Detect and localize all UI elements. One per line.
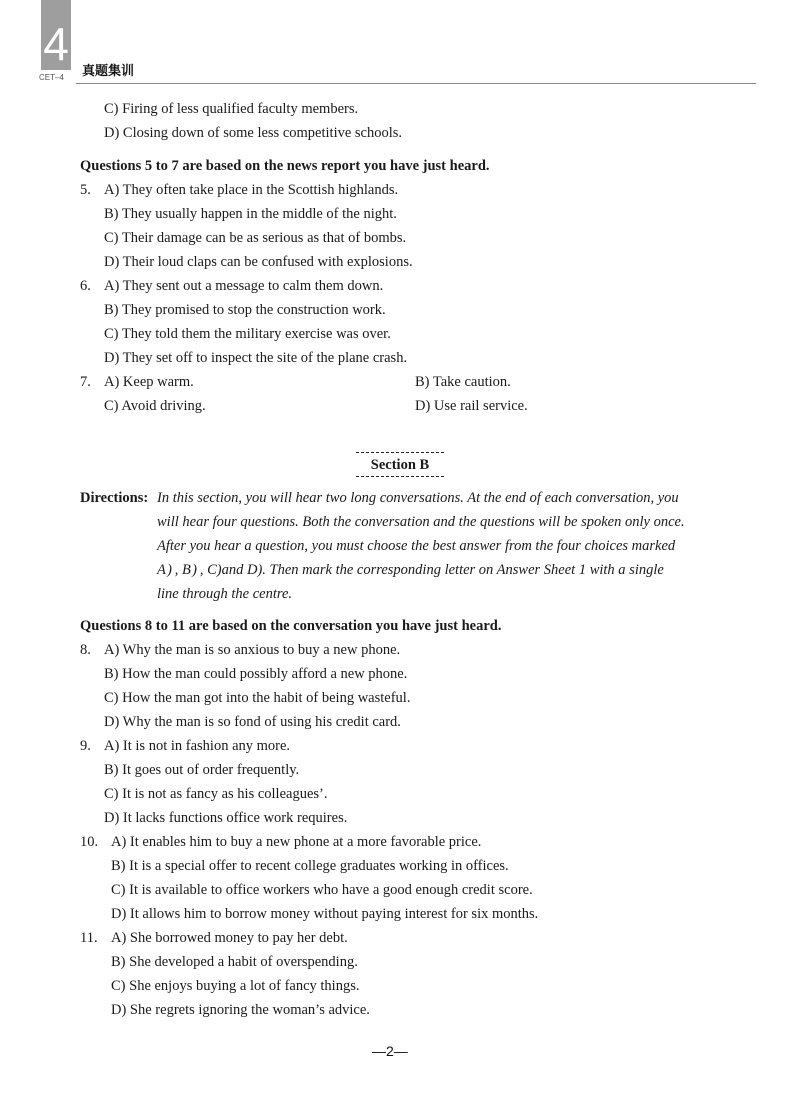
q10-option-b: B) It is a special offer to recent college graduates working in offices. — [111, 858, 509, 874]
directions-line-4: A ) , B ) , C)and D). Then mark the corresponding letter on Answer Sheet 1 with a single — [157, 562, 664, 578]
q5-option-b: B) They usually happen in the middle of the night. — [104, 206, 397, 222]
directions-label: Directions: — [80, 490, 149, 506]
q5-option-c: C) Their damage can be as serious as that of bombs. — [104, 230, 407, 246]
exam-label: CET–4 — [39, 73, 64, 82]
q7-option-b: B) Take caution. — [415, 374, 511, 390]
q10-option-c: C) It is available to office workers who have a good enough credit score. — [111, 882, 533, 898]
q10-option-d: D) It allows him to borrow money without paying interest for six months. — [111, 906, 539, 922]
header-divider — [76, 83, 756, 84]
directions-line-5: line through the centre. — [157, 586, 293, 602]
q6-option-a: A) They sent out a message to calm them down. — [104, 278, 384, 294]
q4-option-d: D) Closing down of some less competitive schools. — [104, 125, 403, 141]
page-number: —2— — [372, 1043, 408, 1059]
q8-option-c: C) How the man got into the habit of being wasteful. — [104, 690, 411, 706]
q8-option-a: A) Why the man is so anxious to buy a new phone. — [104, 642, 401, 658]
q4-option-c: C) Firing of less qualified faculty members. — [104, 101, 359, 117]
q11-option-b: B) She developed a habit of overspending. — [111, 954, 358, 970]
q5-option-d: D) Their loud claps can be confused with explosions. — [104, 254, 413, 270]
q11-option-a: A) She borrowed money to pay her debt. — [111, 930, 348, 946]
q6-option-d: D) They set off to inspect the site of the plane crash. — [104, 350, 408, 366]
q6-number: 6. — [80, 278, 91, 294]
q11-number: 11. — [80, 930, 98, 946]
group-8-11-heading: Questions 8 to 11 are based on the conversation you have just heard. — [80, 618, 502, 634]
q9-number: 9. — [80, 738, 91, 754]
q8-option-b: B) How the man could possibly afford a new phone. — [104, 666, 408, 682]
section-b-rule-top — [356, 452, 444, 453]
book-title: 真题集训 — [82, 64, 135, 79]
q9-option-b: B) It goes out of order frequently. — [104, 762, 300, 778]
section-b-rule-bottom — [356, 476, 444, 477]
q7-option-a: A) Keep warm. — [104, 374, 194, 390]
directions-line-2: will hear four questions. Both the conversation and the questions will be spoken only once. — [157, 514, 685, 530]
q10-option-a: A) It enables him to buy a new phone at a more favorable price. — [111, 834, 482, 850]
directions-line-3: After you hear a question, you must choose the best answer from the four choices marked — [157, 538, 676, 554]
q5-number: 5. — [80, 182, 91, 198]
q8-option-d: D) Why the man is so fond of using his credit card. — [104, 714, 401, 730]
q8-number: 8. — [80, 642, 91, 658]
chapter-tab — [41, 0, 71, 70]
q9-option-d: D) It lacks functions office work requires. — [104, 810, 348, 826]
q6-option-c: C) They told them the military exercise was over. — [104, 326, 391, 342]
q7-number: 7. — [80, 374, 91, 390]
chapter-number: 4 — [43, 18, 69, 70]
q10-number: 10. — [80, 834, 99, 850]
q5-option-a: A) They often take place in the Scottish highlands. — [104, 182, 399, 198]
q11-option-d: D) She regrets ignoring the woman’s advice. — [111, 1002, 370, 1018]
q7-option-c: C) Avoid driving. — [104, 398, 206, 414]
q6-option-b: B) They promised to stop the construction work. — [104, 302, 386, 318]
q7-option-d: D) Use rail service. — [415, 398, 528, 414]
group-5-7-heading: Questions 5 to 7 are based on the news report you have just heard. — [80, 158, 490, 174]
q9-option-c: C) It is not as fancy as his colleagues’. — [104, 786, 328, 802]
section-b-title: Section B — [370, 457, 430, 473]
directions-line-1: In this section, you will hear two long conversations. At the end of each conversation, you — [157, 490, 679, 506]
q9-option-a: A) It is not in fashion any more. — [104, 738, 291, 754]
q11-option-c: C) She enjoys buying a lot of fancy things. — [111, 978, 360, 994]
